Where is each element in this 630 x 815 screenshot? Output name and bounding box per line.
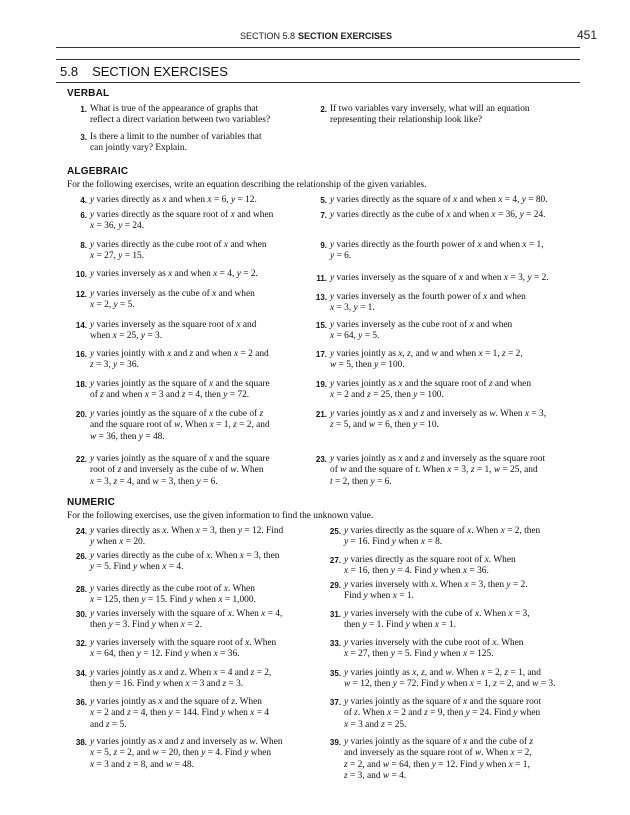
exercise-text-line: then y = 16. Find y when x = 3 and z = 3. [90, 679, 244, 690]
exercise-7 [320, 210, 580, 221]
exercise-text-line: y varies directly as the square of x and when x = 4, y = 80. [330, 195, 548, 205]
exercise-text-line: root of z and inversely as the cube of w. When [90, 465, 264, 476]
exercise-36 [75, 697, 320, 731]
exercise-text-line: y varies directly as the cube root of x and when [90, 240, 267, 250]
exercise-number: 27. [329, 556, 341, 565]
exercise-text-line: y = 5. Find y when x = 4. [90, 562, 184, 573]
exercise-number: 16. [75, 350, 87, 359]
exercise-text-line: then y = 1. Find y when x = 1. [344, 620, 456, 631]
exercise-number: 33. [329, 639, 341, 648]
exercise-text-line: reflect a direct variation between two variables? [90, 115, 271, 126]
exercise-text-line: x = 2 and z = 25, then y = 100. [330, 390, 444, 401]
exercise-number: 7. [320, 211, 327, 220]
exercise-number: 28. [75, 585, 87, 594]
exercise-text-line: and the square root of w. When x = 1, z = 2, and [90, 420, 270, 431]
exercise-28 [75, 584, 320, 607]
exercise-text-line: y varies jointly as the square of x and the square [90, 379, 270, 389]
exercise-text-line: x = 3 and z = 25. [344, 719, 407, 730]
exercise-text-line: y varies directly as the cube of x. When x = 3, then [90, 551, 280, 561]
exercise-text-line: y = 6. [330, 251, 352, 262]
exercise-number: 31. [329, 610, 341, 619]
exercise-text-line: Is there a limit to the number of variables that [90, 132, 262, 142]
exercise-1 [80, 104, 305, 127]
exercise-8 [80, 240, 305, 263]
exercise-text-line: y varies jointly as the square of x the cube of z [90, 409, 264, 419]
exercise-text-line: t = 2, then y = 6. [330, 476, 392, 487]
exercise-15 [315, 320, 580, 343]
exercise-text-line: and z = 5. [90, 719, 127, 730]
exercise-text-line: of z and when x = 3 and z = 4, then y = 72. [90, 390, 250, 401]
exercise-number: 13. [315, 293, 327, 302]
numeric-intro: For the following exercises, use the given information to find the unknown value. [67, 511, 374, 521]
exercise-26 [75, 551, 320, 574]
exercise-number: 1. [80, 105, 87, 114]
exercise-number: 12. [75, 290, 87, 299]
exercise-text-line: If two variables vary inversely, what will an equation [330, 104, 530, 114]
page-number: 451 [576, 28, 597, 42]
exercise-33 [329, 638, 584, 661]
exercise-23 [315, 454, 580, 488]
exercise-text-line: w = 36, then y = 48. [90, 431, 165, 442]
exercise-18 [75, 379, 305, 402]
exercise-number: 19. [315, 380, 327, 389]
exercise-19 [315, 379, 580, 402]
exercise-13 [315, 292, 580, 315]
exercise-25 [329, 526, 584, 549]
exercise-text-line: w = 12, then y = 72. Find y when x = 1, z = 2, and w = 3. [344, 679, 556, 690]
exercise-text-line: representing their relationship look like? [330, 115, 483, 126]
exercise-number: 22. [75, 455, 87, 464]
section-top-rule [56, 59, 580, 60]
exercise-text-line: of w and the square of t. When x = 3, z = 1, w = 25, and [330, 465, 538, 476]
exercise-number: 17. [315, 350, 327, 359]
exercise-text-line: x = 64, then y = 12. Find y when x = 36. [90, 649, 240, 660]
exercise-number: 23. [315, 455, 327, 464]
exercise-22 [75, 454, 305, 488]
exercise-text-line: y varies jointly as x and the square root of z and when [330, 379, 532, 389]
exercise-text-line: x = 125, then y = 15. Find y when x = 1,000. [90, 595, 256, 606]
exercise-number: 26. [75, 552, 87, 561]
exercise-text-line: x = 2 and z = 4, then y = 144. Find y when x = 4 [90, 708, 270, 719]
exercise-text-line: y varies inversely with x. When x = 3, then y = 2. [344, 580, 528, 590]
exercise-number: 36. [75, 698, 87, 707]
exercise-29 [329, 580, 584, 603]
exercise-text-line: y varies inversely as the cube root of x and when [330, 320, 513, 330]
exercise-32 [75, 638, 320, 661]
exercise-text-line: y varies inversely with the square root of x. When [90, 638, 277, 648]
numeric-heading: NUMERIC [67, 497, 116, 508]
exercise-39 [329, 737, 584, 783]
exercise-text-line: y varies jointly as x and z and inversely as w. When x = 3, [330, 409, 547, 419]
exercise-text-line: y varies jointly as x and the square of z. When [90, 697, 262, 707]
section-title [60, 64, 228, 79]
exercise-6 [80, 210, 305, 233]
exercise-text-line: z = 3, and w = 4. [344, 771, 407, 782]
exercise-5 [320, 195, 580, 206]
exercise-number: 15. [315, 321, 327, 330]
exercise-12 [75, 289, 305, 312]
exercise-number: 6. [80, 211, 87, 220]
exercise-text-line: then y = 3. Find y when x = 2. [90, 620, 202, 631]
running-header [240, 31, 392, 41]
section-bottom-rule [56, 82, 580, 83]
exercise-text-line: x = 2, y = 5. [90, 300, 135, 311]
exercise-3 [80, 132, 305, 155]
exercise-text-line: y varies jointly with x and z and when x = 2 and [90, 349, 269, 359]
exercise-number: 25. [329, 527, 341, 536]
exercise-text-line: x = 16, then y = 4. Find y when x = 36. [344, 566, 489, 577]
running-header-section: SECTION 5.8 [240, 31, 296, 41]
exercise-text-line: y varies directly as the square root of x. When [344, 555, 516, 565]
exercise-number: 10. [75, 270, 87, 279]
exercise-number: 4. [80, 196, 87, 205]
exercise-text-line: y varies inversely as x and when x = 4, y = 2. [90, 269, 258, 279]
exercise-text-line: y varies inversely with the cube root of x. When [344, 638, 524, 648]
exercise-number: 18. [75, 380, 87, 389]
exercise-number: 39. [329, 738, 341, 747]
exercise-text-line: y varies inversely as the fourth power of x and when [330, 292, 526, 302]
exercise-24 [75, 526, 320, 549]
algebraic-heading: ALGEBRAIC [67, 166, 129, 177]
exercise-number: 35. [329, 669, 341, 678]
exercise-text-line: and inversely as the square root of w. When x = 2, [344, 748, 532, 759]
exercise-text-line: y varies inversely as the square root of x and [90, 320, 257, 330]
exercise-text-line: y varies jointly as x and z. When x = 4 and z = 2, [90, 668, 272, 678]
exercise-text-line: Find y when x = 1. [344, 591, 414, 602]
exercise-text-line: y when x = 20. [90, 537, 146, 548]
exercise-37 [329, 697, 584, 731]
exercise-text-line: y = 16. Find y when x = 8. [344, 537, 443, 548]
exercise-30 [75, 609, 320, 632]
exercise-number: 29. [329, 581, 341, 590]
exercise-text-line: z = 5, and w = 6, then y = 10. [330, 420, 439, 431]
exercise-text-line: x = 36, y = 24. [90, 221, 145, 232]
exercise-number: 34. [75, 669, 87, 678]
exercise-number: 32. [75, 639, 87, 648]
header-rule [56, 47, 580, 48]
exercise-number: 14. [75, 321, 87, 330]
exercise-number: 24. [75, 527, 87, 536]
exercise-text-line: w = 5, then y = 100. [330, 360, 405, 371]
exercise-number: 21. [315, 410, 327, 419]
exercise-16 [75, 349, 305, 372]
section-title-text: SECTION EXERCISES [92, 64, 228, 79]
running-header-title: SECTION EXERCISES [298, 31, 393, 41]
exercise-text-line: y varies jointly as x, z, and w. When x = 2, z = 1, and [344, 668, 541, 678]
exercise-20 [75, 409, 305, 443]
exercise-21 [315, 409, 580, 432]
exercise-text-line: y varies inversely with the cube of x. When x = 3, [344, 609, 530, 619]
exercise-number: 38. [75, 738, 87, 747]
exercise-17 [315, 349, 580, 372]
exercise-text-line: y varies jointly as x and z and inversely as the square root [330, 454, 546, 464]
exercise-text-line: y varies jointly as x, z, and w and when x = 1, z = 2, [330, 349, 523, 359]
exercise-text-line: x = 5, z = 2, and w = 20, then y = 4. Find y when [90, 748, 272, 759]
exercise-34 [75, 668, 320, 691]
exercise-text-line: x = 3 and z = 8, and w = 48. [90, 759, 194, 770]
exercise-text-line: y varies directly as the square of x. When x = 2, then [344, 526, 541, 536]
exercise-text-line: y varies inversely with the square of x. When x = 4, [90, 609, 283, 619]
exercise-text-line: when x = 25, y = 3. [90, 331, 163, 342]
verbal-heading: VERBAL [67, 88, 110, 99]
exercise-number: 8. [80, 241, 87, 250]
exercise-text-line: y varies directly as the fourth power of x and when x = 1, [330, 240, 544, 250]
exercise-38 [75, 737, 320, 771]
exercise-text-line: x = 64, y = 5. [330, 331, 380, 342]
exercise-text-line: y varies inversely as the cube of x and when [90, 289, 255, 299]
section-number: 5.8 [60, 64, 79, 79]
exercise-text-line: y varies inversely as the square of x and when x = 3, y = 2. [330, 273, 549, 283]
exercise-text-line: x = 3, y = 1. [330, 303, 375, 314]
exercise-text-line: z = 3, y = 36. [90, 360, 139, 371]
exercise-text-line: y varies jointly as the square of x and the square [90, 454, 270, 464]
exercise-text-line: y varies directly as the cube root of x. When [90, 584, 255, 594]
exercise-text-line: y varies directly as the cube of x and when x = 36, y = 24. [330, 210, 546, 220]
exercise-text-line: What is true of the appearance of graphs that [90, 104, 259, 114]
exercise-text-line: x = 3, z = 4, and w = 3, then y = 6. [90, 476, 218, 487]
exercise-14 [75, 320, 305, 343]
exercise-4 [80, 195, 305, 206]
exercise-27 [329, 555, 584, 578]
exercise-9 [320, 240, 580, 263]
exercise-text-line: of z. When x = 2 and z = 9, then y = 24. Find y when [344, 708, 541, 719]
exercise-number: 11. [316, 274, 327, 283]
exercise-text-line: y varies directly as x and when x = 6, y = 12. [90, 195, 257, 205]
exercise-10 [75, 269, 305, 280]
exercise-number: 37. [329, 698, 341, 707]
exercise-31 [329, 609, 584, 632]
exercise-number: 30. [75, 610, 87, 619]
exercise-text-line: y varies jointly as the square of x and the cube of z [344, 737, 534, 747]
exercise-text-line: x = 27, then y = 5. Find y when x = 125. [344, 649, 494, 660]
exercise-text-line: y varies directly as x. When x = 3, then y = 12. Find [90, 526, 284, 536]
exercise-2 [320, 104, 580, 127]
algebraic-intro: For the following exercises, write an equation describing the relationship of the given variables. [67, 180, 427, 190]
exercise-text-line: y varies jointly as the square of x and the square root [344, 697, 542, 707]
exercise-number: 2. [320, 105, 327, 114]
exercise-number: 5. [320, 196, 327, 205]
exercise-text-line: y varies directly as the square root of x and when [90, 210, 274, 220]
exercise-text-line: can jointly vary? Explain. [90, 143, 187, 154]
exercise-number: 3. [80, 133, 87, 142]
exercise-35 [329, 668, 584, 691]
exercise-11 [316, 273, 580, 284]
exercise-number: 9. [320, 241, 327, 250]
exercise-number: 20. [75, 410, 87, 419]
exercise-text-line: z = 2, and w = 64, then y = 12. Find y when x = 1, [344, 759, 530, 770]
exercise-text-line: y varies jointly as x and z and inversely as w. When [90, 737, 283, 747]
exercise-text-line: x = 27, y = 15. [90, 251, 145, 262]
